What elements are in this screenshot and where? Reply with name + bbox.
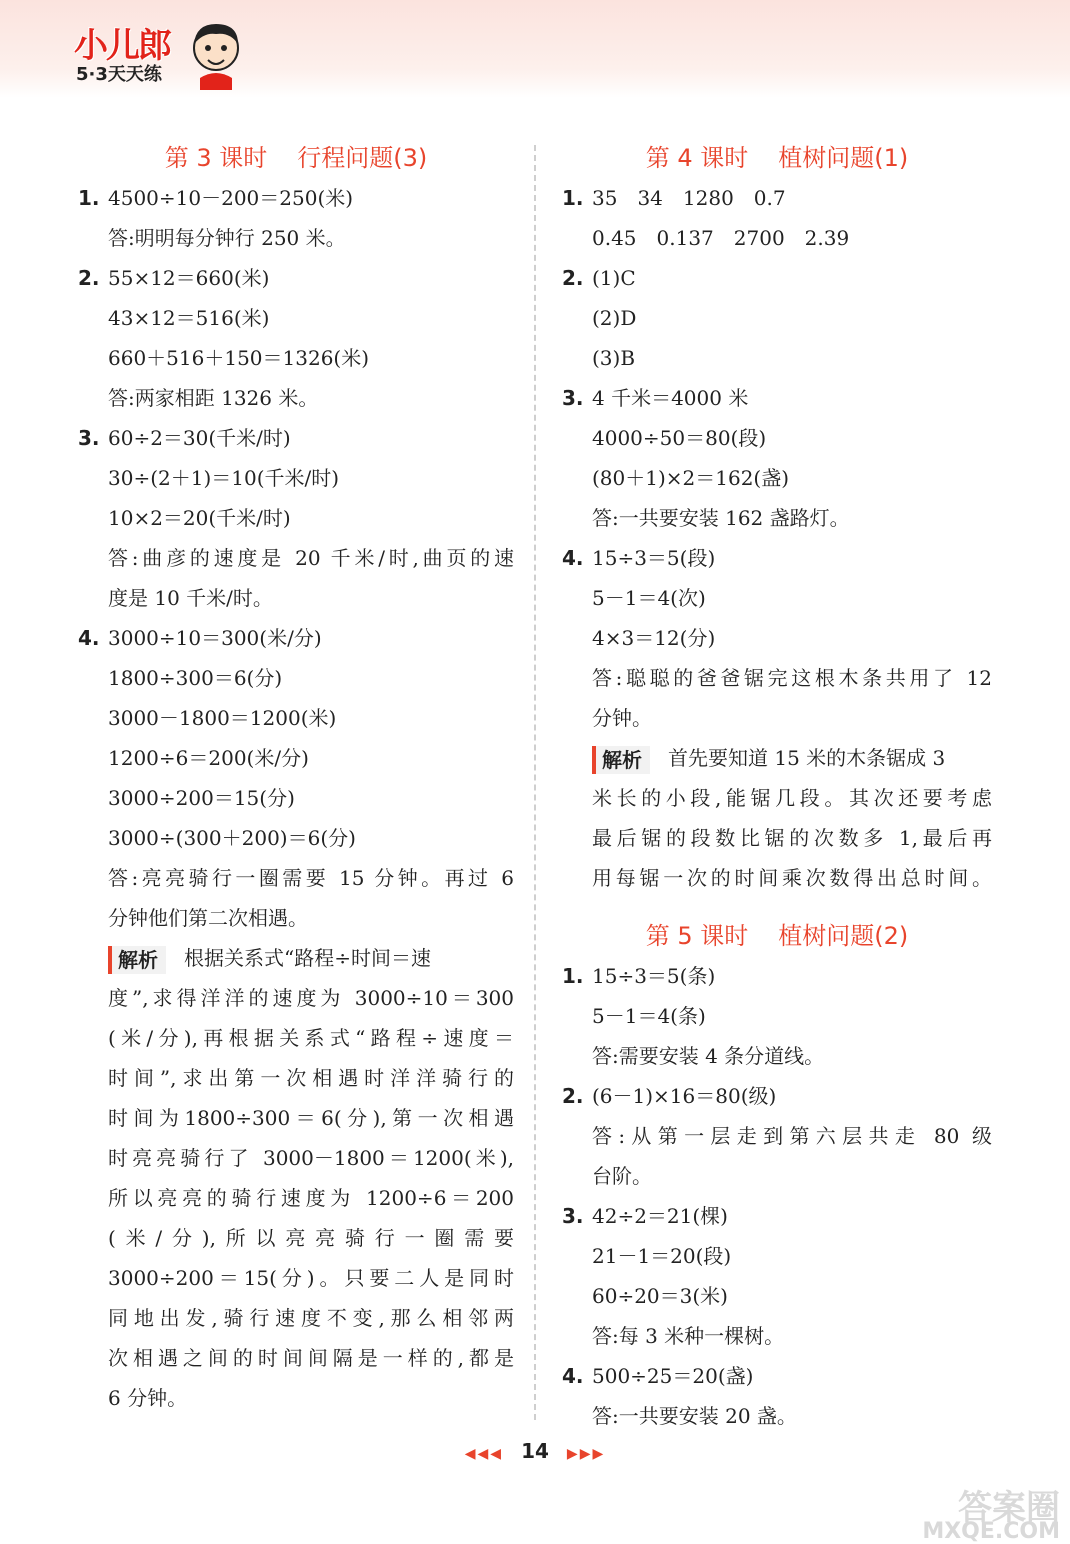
lesson-topic: 植树问题(2)	[778, 922, 909, 950]
answer-line: 度是 10 千米/时。	[108, 586, 273, 610]
answer-line: 答:需要安装 4 条分道线。	[592, 1044, 825, 1068]
analysis-line: (米/分),所以亮亮骑行一圈需要	[108, 1226, 514, 1250]
analysis-tag: 解析	[108, 946, 166, 974]
answer-line: 10×2＝20(千米/时)	[108, 506, 291, 530]
answer-line: 3000÷200＝15(分)	[108, 786, 295, 810]
answer-line: 分钟他们第二次相遇。	[108, 906, 308, 930]
question-number: 4.	[562, 1364, 584, 1388]
lesson-number: 第 5 课时	[645, 922, 749, 950]
answer-line: 1. 4500÷10－200＝250(米)	[78, 178, 514, 218]
answer-line: 1800÷300＝6(分)	[108, 666, 283, 690]
answer-line: 1. 15÷3＝5(条)	[562, 956, 992, 996]
answer-line: 21－1＝20(段)	[592, 1244, 732, 1268]
section-title	[562, 138, 992, 178]
left-column	[78, 138, 514, 1418]
page-number: 14	[521, 1439, 549, 1463]
analysis-line: 所以亮亮的骑行速度为 1200÷6＝200	[108, 1186, 514, 1210]
watermark-text: 答案圈	[958, 1488, 1060, 1528]
answer-line: 4000÷50＝80(段)	[592, 426, 767, 450]
answer-line: 分钟。	[592, 706, 652, 730]
analysis-line: 用每锯一次的时间乘次数得出总时间。	[592, 866, 992, 890]
logo-subtitle: 5·3天天练	[76, 64, 162, 85]
question-number: 3.	[562, 386, 584, 410]
answer-line: (80＋1)×2＝162(盏)	[592, 466, 790, 490]
lesson-topic: 行程问题(3)	[297, 144, 428, 172]
analysis-line: (米/分),再根据关系式“路程÷速度＝	[108, 1026, 514, 1050]
answer-line: 4. 3000÷10＝300(米/分)	[78, 618, 514, 658]
right-column	[562, 138, 992, 1436]
answer-line: 4. 500÷25＝20(盏)	[562, 1356, 992, 1396]
mascot-icon	[186, 18, 246, 90]
lesson-number: 第 4 课时	[645, 144, 749, 172]
watermark-url: MXQE.COM	[922, 1519, 1060, 1544]
answer-line: 答:明明每分钟行 250 米。	[108, 226, 346, 250]
analysis-line: 米长的小段,能锯几段。其次还要考虑	[592, 786, 992, 810]
answer-line: 5－1＝4(条)	[592, 1004, 706, 1028]
answer-line: 答:聪聪的爸爸锯完这根木条共用了 12	[592, 666, 992, 690]
analysis-tag: 解析	[592, 746, 650, 774]
answer-line: 1. 35 34 1280 0.7	[562, 178, 992, 218]
question-number: 4.	[78, 626, 100, 650]
page-footer	[0, 1433, 1070, 1469]
analysis-line: 最后锯的段数比锯的次数多 1,最后再	[592, 826, 992, 850]
question-number: 1.	[562, 186, 584, 210]
lesson-topic: 植树问题(1)	[778, 144, 909, 172]
answer-line: 43×12＝516(米)	[108, 306, 270, 330]
answer-line: 60÷20＝3(米)	[592, 1284, 728, 1308]
analysis-line: 解析 首先要知道 15 米的木条锯成 3	[562, 738, 992, 778]
question-number: 3.	[78, 426, 100, 450]
answer-line: 30÷(2＋1)＝10(千米/时)	[108, 466, 340, 490]
answer-line: 答:每 3 米种一棵树。	[592, 1324, 785, 1348]
analysis-line: 3000÷200＝15(分)。只要二人是同时	[108, 1266, 514, 1290]
question-number: 4.	[562, 546, 584, 570]
answer-line: 4×3＝12(分)	[592, 626, 716, 650]
lesson-number: 第 3 课时	[164, 144, 268, 172]
analysis-line: 度”,求得洋洋的速度为 3000÷10＝300	[108, 986, 514, 1010]
answer-line: 3. 60÷2＝30(千米/时)	[78, 418, 514, 458]
question-number: 2.	[562, 1084, 584, 1108]
analysis-line: 次相遇之间的时间间隔是一样的,都是	[108, 1346, 514, 1370]
answer-line: 1200÷6＝200(米/分)	[108, 746, 309, 770]
question-number: 2.	[78, 266, 100, 290]
column-divider	[534, 145, 536, 1420]
brand-logo	[66, 18, 246, 90]
answer-line: 答:曲彦的速度是 20 千米/时,曲页的速	[108, 546, 514, 570]
answer-line: 5－1＝4(次)	[592, 586, 706, 610]
analysis-line: 时间”,求出第一次相遇时洋洋骑行的	[108, 1066, 514, 1090]
analysis-line: 时亮亮骑行了 3000－1800＝1200(米),	[108, 1146, 514, 1170]
question-number: 1.	[562, 964, 584, 988]
answer-line: 3000－1800＝1200(米)	[108, 706, 337, 730]
question-number: 1.	[78, 186, 100, 210]
analysis-line: 时间为1800÷300＝6(分),第一次相遇	[108, 1106, 514, 1130]
answer-line: 答:两家相距 1326 米。	[108, 386, 319, 410]
answer-line: (3)B	[592, 346, 636, 370]
answer-line: 2. (1)C	[562, 258, 992, 298]
analysis-line: 解析 根据关系式“路程÷时间＝速	[78, 938, 514, 978]
answer-line: 台阶。	[592, 1164, 652, 1188]
section-title	[78, 138, 514, 178]
answer-line: 2. (6－1)×16＝80(级)	[562, 1076, 992, 1116]
answer-line: 2. 55×12＝660(米)	[78, 258, 514, 298]
answer-line: 答:一共要安装 162 盏路灯。	[592, 506, 850, 530]
question-number: 2.	[562, 266, 584, 290]
answer-line: 答:亮亮骑行一圈需要 15 分钟。再过 6	[108, 866, 514, 890]
answer-line: 答:从第一层走到第六层共走 80 级	[592, 1124, 992, 1148]
answer-line: 3000÷(300＋200)＝6(分)	[108, 826, 356, 850]
question-number: 3.	[562, 1204, 584, 1228]
section-title	[562, 916, 992, 956]
analysis-line: 同地出发,骑行速度不变,那么相邻两	[108, 1306, 514, 1330]
answer-line: 4. 15÷3＝5(段)	[562, 538, 992, 578]
answer-line: 3. 42÷2＝21(棵)	[562, 1196, 992, 1236]
answer-line: 3. 4 千米＝4000 米	[562, 378, 992, 418]
answer-line: 0.45 0.137 2700 2.39	[592, 226, 850, 250]
answer-line: (2)D	[592, 306, 637, 330]
watermark	[880, 1480, 1060, 1544]
answer-line: 答:一共要安装 20 盏。	[592, 1404, 797, 1428]
answer-line: 660＋516＋150＝1326(米)	[108, 346, 370, 370]
next-arrows-icon: ▶▶▶	[566, 1446, 606, 1462]
logo-title: 小儿郎	[74, 26, 170, 66]
analysis-line: 6 分钟。	[108, 1386, 188, 1410]
prev-arrows-icon: ◀◀◀	[464, 1446, 504, 1462]
